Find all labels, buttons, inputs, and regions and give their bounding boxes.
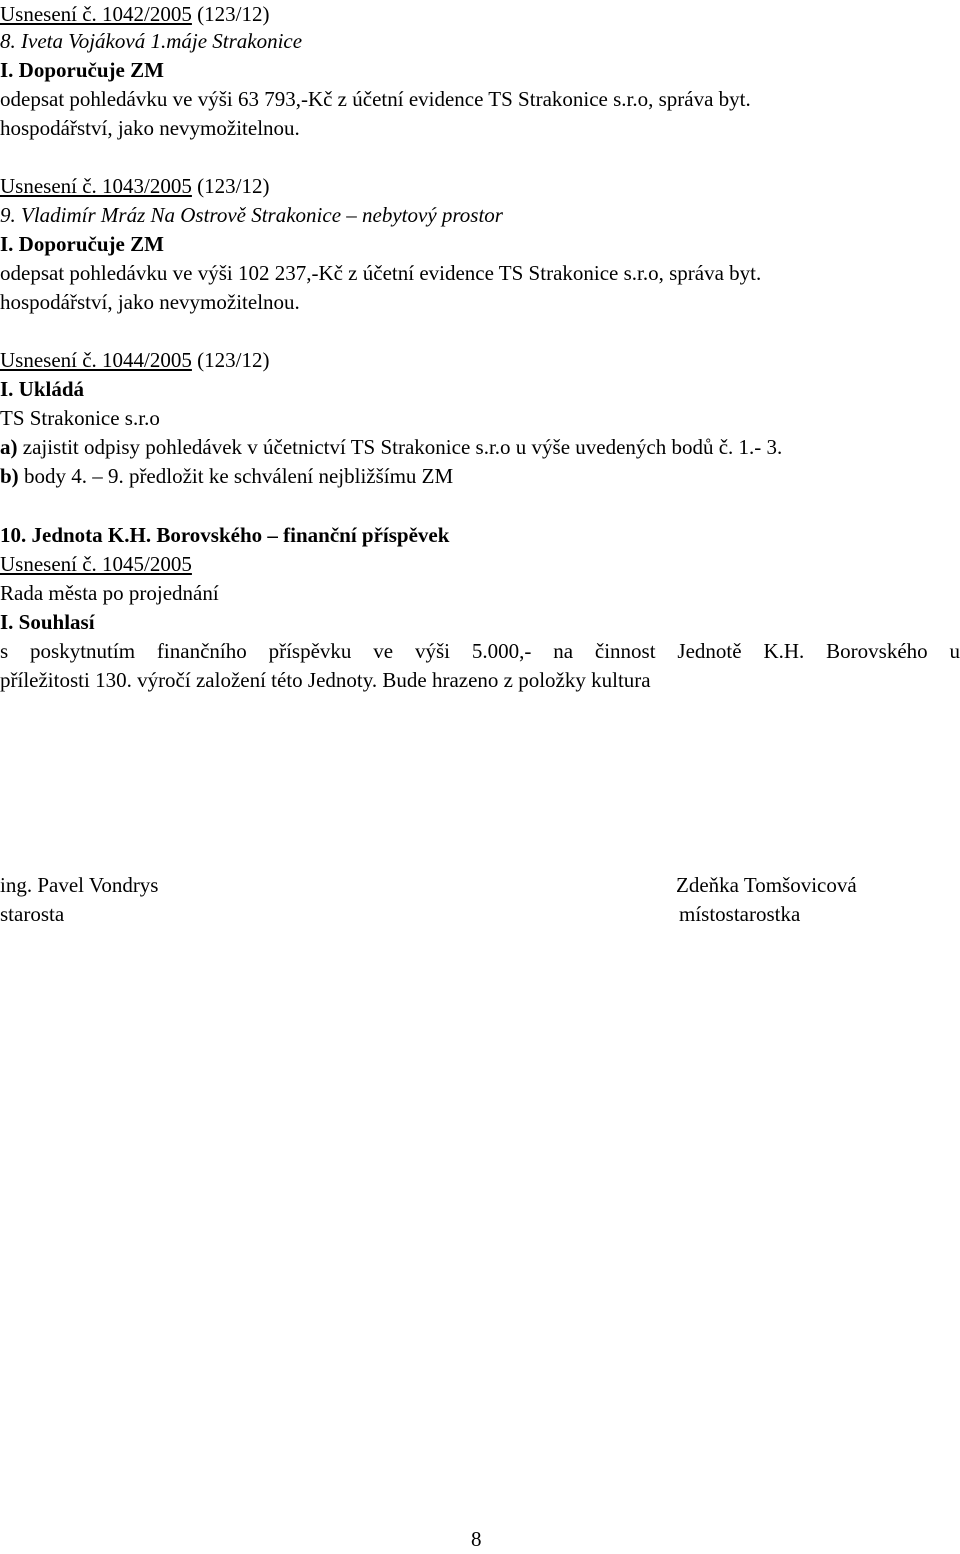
signature-right-role: místostarostka: [679, 902, 801, 926]
resolution-1045-title: Usnesení č. 1045/2005: [0, 552, 192, 576]
resolution-1044-text-2: a) zajistit odpisy pohledávek v účetnictví TS Strakonice s.r.o u výše uvedených bodů č. 1.- 3.: [0, 435, 783, 459]
resolution-1042-text-1: odepsat pohledávku ve výši 63 793,-Kč z účetní evidence TS Strakonice s.r.o, správa byt.: [0, 87, 751, 111]
resolution-1043-text-2: hospodářství, jako nevymožitelnou.: [0, 290, 300, 314]
resolution-1045-text-2: příležitosti 130. výročí založení této Jednoty. Bude hrazeno z položky kultura: [0, 668, 651, 692]
resolution-1045-action: I. Souhlasí: [0, 610, 95, 634]
resolution-1044-action: I. Ukládá: [0, 377, 85, 401]
signature-left-name: ing. Pavel Vondrys: [0, 873, 159, 897]
signature-left-role: starosta: [0, 902, 65, 926]
signature-right-name: Zdeňka Tomšovicová: [676, 873, 857, 897]
section-10-heading: 10. Jednota K.H. Borovského – finanční příspěvek: [0, 523, 450, 547]
page-number: 8: [471, 1527, 482, 1551]
resolution-1045-intro: Rada města po projednání: [0, 581, 219, 605]
resolution-1043-action: I. Doporučuje ZM: [0, 232, 164, 256]
resolution-1044-text-3: b) body 4. – 9. předložit ke schválení nejbližšímu ZM: [0, 464, 454, 488]
resolution-1044-text-1: TS Strakonice s.r.o: [0, 406, 160, 430]
resolution-1043-text-1: odepsat pohledávku ve výši 102 237,-Kč z účetní evidence TS Strakonice s.r.o, správa byt.: [0, 261, 762, 285]
resolution-1042-text-2: hospodářství, jako nevymožitelnou.: [0, 116, 300, 140]
resolution-1042-item: 8. Iveta Vojáková 1.máje Strakonice: [0, 29, 303, 53]
resolution-1045-text-1: s poskytnutím finančního příspěvku ve výši 5.000,- na činnost Jednotě K.H. Borovského u: [0, 639, 960, 663]
resolution-1043-title: Usnesení č. 1043/2005 (123/12): [0, 174, 270, 198]
resolution-1043-item: 9. Vladimír Mráz Na Ostrově Strakonice – nebytový prostor: [0, 203, 503, 227]
resolution-1042-action: I. Doporučuje ZM: [0, 58, 164, 82]
resolution-1042-title: Usnesení č. 1042/2005 (123/12): [0, 2, 270, 26]
resolution-1044-title: Usnesení č. 1044/2005 (123/12): [0, 348, 270, 372]
